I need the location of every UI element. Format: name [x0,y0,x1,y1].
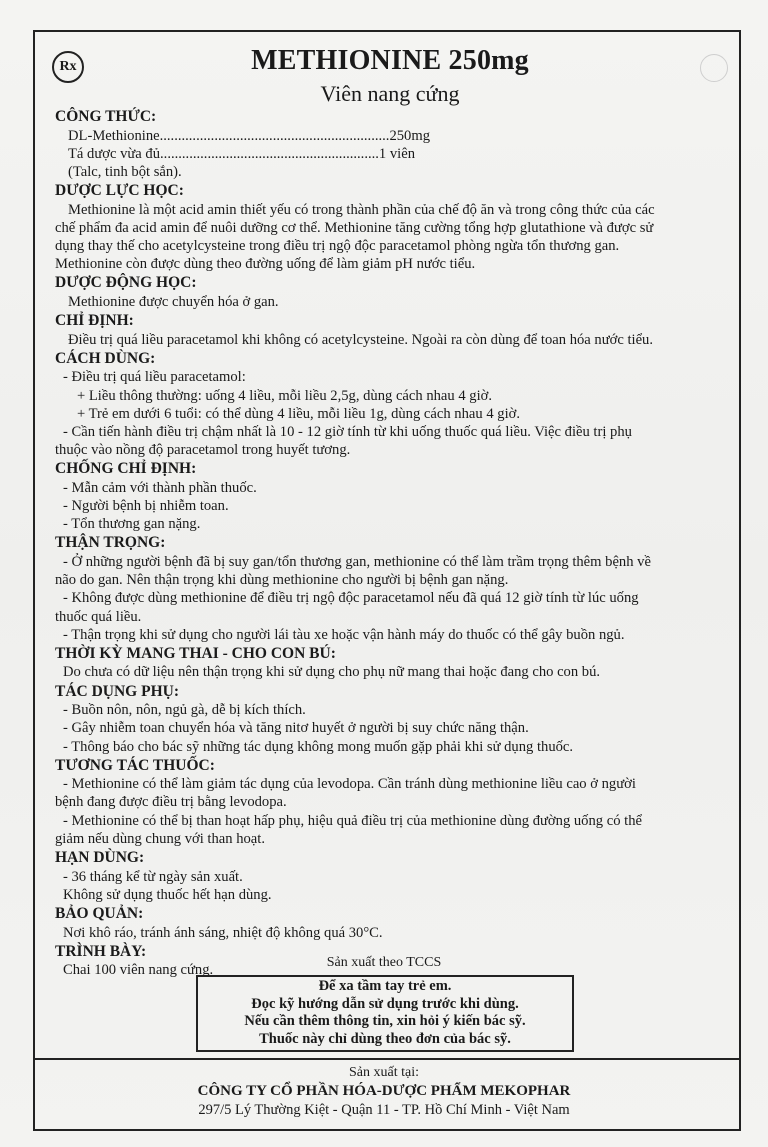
dosage-line: - Cần tiến hành điều trị chậm nhất là 10 - 12 giờ tính từ khi uống thuốc quá liều. Việc điều trị phụ [63,423,632,440]
composition-heading: CÔNG THỨC: [55,108,157,125]
precautions-line: - Không được dùng methionine để điều trị ngộ độc paracetamol nếu đã quá 12 giờ tính từ lúc uống [63,590,639,607]
shelf-life-line: Không sử dụng thuốc hết hạn dùng. [63,886,272,903]
company-address: 297/5 Lý Thường Kiệt - Quận 11 - TP. Hồ Chí Minh - Việt Nam [198,1102,570,1118]
pharmacodynamics-heading: DƯỢC LỰC HỌC: [55,182,184,200]
pharmacodynamics-line: dụng thay thế cho acetylcysteine trong điều trị ngộ độc paracetamol phòng ngừa tổn thương gan. [55,238,620,255]
leaflet-body [55,107,720,979]
dosage-heading: CÁCH DÙNG: [55,349,156,367]
shelf-life-heading: HẠN DÙNG: [55,849,145,867]
presentation-line: Chai 100 viên nang cứng. [63,962,214,979]
interactions-line: - Methionine có thể làm giảm tác dụng của levodopa. Cần tránh dùng methionine liều cao ở người [63,776,636,793]
contraindications-line: - Mẫn cảm với thành phần thuốc. [63,479,257,496]
storage-heading: BẢO QUẢN: [55,905,144,922]
warning-line: Đọc kỹ hướng dẫn sử dụng trước khi dùng. [251,995,519,1012]
rx-prescription-icon: Rx [52,51,84,83]
precautions-line: - Ở những người bệnh đã bị suy gan/tổn thương gan, methionine có thể làm trầm trọng thêm bệnh về [63,553,651,570]
pharmacodynamics-line: Methionine là một acid amin thiết yếu có trong thành phần của chế độ ăn và trong công thức của các [68,201,655,218]
warning-line: Thuốc này chỉ dùng theo đơn của bác sỹ. [259,1030,511,1047]
presentation-heading: TRÌNH BÀY: [55,942,147,960]
dosage-line: + Trẻ em dưới 6 tuổi: có thể dùng 4 liều, mỗi liều 1g, dùng cách nhau 4 giờ. [77,405,520,422]
shelf-life-line: - 36 tháng kể từ ngày sản xuất. [63,868,243,885]
precautions-heading: THẬN TRỌNG: [55,534,166,552]
storage-line: Nơi khô ráo, tránh ánh sáng, nhiệt độ không quá 30°C. [63,924,383,941]
pharmacodynamics-line: Methionine còn được dùng theo đường uống để làm giảm pH nước tiểu. [55,256,476,273]
dosage-line: - Điều trị quá liều paracetamol: [63,369,246,386]
precautions-line: não do gan. Nên thận trọng khi dùng methionine cho người bị bệnh gan nặng. [55,572,509,589]
warning-box [196,975,574,1052]
side-effects-line: - Thông báo cho bác sỹ những tác dụng không mong muốn gặp phải khi sử dụng thuốc. [63,738,574,755]
interactions-line: bệnh đang được điều trị bằng levodopa. [55,794,287,811]
indications-heading: CHỈ ĐỊNH: [55,312,134,330]
contraindications-line: - Người bệnh bị nhiễm toan. [63,498,229,515]
composition-line: DL-Methionine...............................................................250mg [68,127,430,144]
contraindications-heading: CHỐNG CHỈ ĐỊNH: [55,460,197,478]
pharmacodynamics-line: chế phẩm đa acid amin để nuôi dưỡng cơ thể. Methionine tăng cường tổng hợp glutathione và được sử [55,219,654,236]
pharmacokinetics-heading: DƯỢC ĐỘNG HỌC: [55,274,197,292]
composition-line: (Talc, tinh bột sắn). [68,163,182,180]
precautions-line: - Thận trọng khi sử dụng cho người lái tàu xe hoặc vận hành máy do thuốc có thể gây buồn ngủ. [63,626,625,643]
product-subtitle: Viên nang cứng [320,81,460,106]
dosage-line: + Liều thông thường: uống 4 liều, mỗi liều 2,5g, dùng cách nhau 4 giờ. [77,387,493,404]
pregnancy-heading: THỜI KỲ MANG THAI - CHO CON BÚ: [55,644,336,662]
dosage-line: thuộc vào nồng độ paracetamol trong huyết tương. [55,442,351,459]
indications-line: Điều trị quá liều paracetamol khi không có acetylcysteine. Ngoài ra còn dùng để toan hóa nước tiểu. [68,331,653,348]
composition-line: Tá dược vừa đủ............................................................1 viên [68,145,415,162]
contraindications-line: - Tổn thương gan nặng. [63,516,201,533]
side-effects-line: - Buồn nôn, nôn, ngủ gà, dễ bị kích thích. [63,702,306,719]
interactions-heading: TƯƠNG TÁC THUỐC: [55,756,215,774]
side-effects-line: - Gây nhiễm toan chuyển hóa và tăng nitơ huyết ở người bị suy chức năng thận. [63,720,529,737]
product-title: METHIONINE 250mg [251,45,529,76]
interactions-line: giảm nếu dùng chung với than hoạt. [55,830,265,847]
manufactured-at-label: Sản xuất tại: [349,1065,419,1080]
company-name: CÔNG TY CỔ PHẦN HÓA-DƯỢC PHẨM MEKOPHAR [197,1083,571,1099]
footer-divider [35,1058,739,1060]
precautions-line: thuốc quá liều. [55,608,142,625]
warning-line: Để xa tầm tay trẻ em. [318,978,452,994]
pharmacokinetics-line: Methionine được chuyển hóa ở gan. [68,293,279,310]
side-effects-heading: TÁC DỤNG PHỤ: [55,682,179,700]
pregnancy-line: Do chưa có dữ liệu nên thận trọng khi sử dụng cho phụ nữ mang thai hoặc đang cho con bú. [63,664,601,681]
manufacturing-standard: Sản xuất theo TCCS [326,955,442,970]
warning-line: Nếu cần thêm thông tin, xin hỏi ý kiến bác sỹ. [244,1013,526,1029]
interactions-line: - Methionine có thể bị than hoạt hấp phụ, hiệu quả điều trị của methionine dùng đường uống có thể [63,812,642,829]
